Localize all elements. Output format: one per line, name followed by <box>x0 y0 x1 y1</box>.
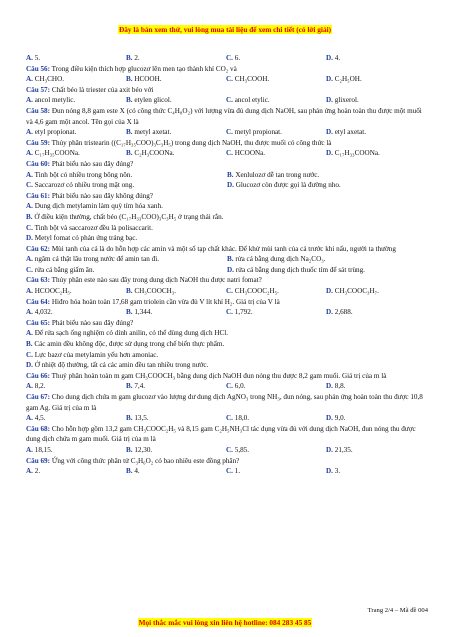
option-c: C. CH₃COOH. <box>226 75 270 84</box>
options-row <box>26 223 428 234</box>
options-row <box>26 233 428 244</box>
options-row <box>26 286 428 297</box>
question-text: Phát biểu nào sau đây đúng? <box>51 318 134 327</box>
question-text: Chất béo là triester của axit béo với <box>51 85 154 94</box>
option-d: D. Metyl fomat có phản ứng tráng bạc. <box>26 234 138 243</box>
question-number: Câu 68: <box>26 424 51 433</box>
question-text: Thuỷ phân hoàn toàn m gam CH₃COOCH₃ bằng dung dịch NaOH đun nóng thu được 8,2 gam muối. Giá trị của m là <box>51 371 387 380</box>
option-d: D. glixerol. <box>326 96 359 105</box>
option-d: D. C₁₇H₃₃COONa. <box>326 149 380 158</box>
question-number: Câu 69: <box>26 456 51 465</box>
option-d: D. Glucozơ còn được gọi là đường nho. <box>227 181 341 190</box>
options-row <box>26 265 428 276</box>
option-c: C. 1. <box>226 467 241 476</box>
option-c: C. 6,0. <box>226 382 246 391</box>
question-text: Đun nóng 8,8 gam este X (có công thức C₄H₈O₂) với lượng vừa đủ dung dịch NaOH, sau phản ứng hoàn toàn thu được một muối và 4,6 gam một ancol. Tên gọi của X là <box>26 106 422 126</box>
option-d: D. 4. <box>326 54 341 62</box>
question-number: Câu 58: <box>26 106 51 115</box>
hotline-text: Mọi thắc mắc vui lòng xin liên hệ hotline: 084 283 45 85 <box>138 618 312 627</box>
option-c: C. 6. <box>226 54 241 62</box>
question <box>26 159 428 170</box>
options-row <box>26 413 428 424</box>
options-row <box>26 466 428 477</box>
option-a: A. 8,2. <box>26 382 46 391</box>
option-c: C. Saccarozơ có nhiều trong mật ong. <box>26 181 135 190</box>
option-a: A. etyl propionat. <box>26 128 77 137</box>
option-d: D. CH₃COOC₃H₇. <box>326 287 379 296</box>
option-a: A. ngâm cá thật lâu trong nước để amin tan đi. <box>26 255 159 264</box>
option-c: C. metyl propionat. <box>226 128 282 137</box>
options-row <box>26 95 428 106</box>
option-c: C. 18,0. <box>226 414 250 423</box>
options-row <box>26 339 428 350</box>
options-row <box>26 381 428 392</box>
options-row <box>26 170 428 181</box>
option-c: C. 5,85. <box>226 445 250 454</box>
option-a: A. 18,15. <box>26 445 53 454</box>
question-text: Mùi tanh của cá là do hỗn hợp các amin và một số tạp chất khác. Để khử mùi tanh của cá trước khi nấu, người ta thường <box>51 244 396 253</box>
question-text: Thủy phân este nào sau đây trong dung dịch NaOH thu được natri fomat? <box>51 276 262 285</box>
option-c: C. ancol etylic. <box>226 96 270 105</box>
question <box>26 191 428 202</box>
option-d: D. etyl axetat. <box>326 128 367 137</box>
options-row <box>26 148 428 159</box>
question-number: Câu 59: <box>26 138 51 147</box>
option-a: A. ancol metylic. <box>26 96 76 105</box>
option-b: B. rửa cá bằng dung dịch Na₂CO₃. <box>227 255 326 264</box>
question <box>26 275 428 286</box>
option-a: A. Để rửa sạch ống nghiệm có dính anilin, có thể dùng dung dịch HCl. <box>26 329 229 338</box>
option-b: B. 1,344. <box>126 308 153 317</box>
question-number: Câu 64: <box>26 297 51 306</box>
page-number: Trang 2/4 – Mã đề 004 <box>367 607 428 614</box>
question <box>26 64 428 75</box>
question-number: Câu 67: <box>26 393 51 401</box>
option-b: B. metyl axetat. <box>126 128 172 137</box>
question <box>26 318 428 329</box>
question-number: Câu 57: <box>26 85 51 94</box>
option-c: C. Lực bazơ của metylamin yếu hơn amoniac. <box>26 350 159 359</box>
option-b: B. 2. <box>126 54 140 62</box>
option-c: C. Tinh bột và saccarozơ đều là polisaccarit. <box>26 223 153 232</box>
option-b: B. 7,4. <box>126 382 146 391</box>
options-row <box>26 445 428 456</box>
option-d: D. rửa cá bằng dung dịch thuốc tím để sát trùng. <box>227 265 365 274</box>
question-text: Cho dung dịch chứa m gam glucozơ vào lượng dư dung dịch AgNO₃ trong NH₃, đun nóng, sau phản ứng hoàn toàn thu được 10,8 gam Ag. Giá trị của m là <box>26 393 423 412</box>
option-b: B. 13,5. <box>126 414 149 423</box>
options-row <box>26 350 428 361</box>
option-a: A. HCOOC₂H₅. <box>26 287 72 296</box>
option-b: B. Ở điều kiện thường, chất béo (C₁₇H₃₃COO)₃C₃H₅ ở trạng thái rắn. <box>26 212 224 221</box>
question <box>26 424 428 445</box>
question <box>26 244 428 255</box>
question-number: Câu 56: <box>26 64 51 73</box>
question <box>26 85 428 96</box>
option-d: D. 3. <box>326 467 341 476</box>
option-b: B. C₂H₃COONa. <box>126 149 175 158</box>
options-row <box>26 212 428 223</box>
option-a: A. C₁₇H₃₅COONa. <box>26 149 80 158</box>
question <box>26 106 428 127</box>
options-row <box>26 180 428 191</box>
options-row <box>26 127 428 138</box>
option-d: D. Ở nhiệt độ thường, tất cả các amin đều tan nhiều trong nước. <box>26 361 209 370</box>
option-a: A. 2. <box>26 467 41 476</box>
hotline-footer <box>0 618 450 627</box>
question <box>26 371 428 382</box>
question <box>26 138 428 149</box>
options-row <box>26 74 428 85</box>
option-a: A. Tinh bột có nhiều trong bông nõn. <box>26 170 133 179</box>
option-b: B. CH₃COOCH₃. <box>126 287 177 296</box>
question-number: Câu 63: <box>26 276 51 285</box>
question-number: Câu 65: <box>26 318 51 327</box>
option-c: C. CH₃COOC₂H₅. <box>226 287 279 296</box>
option-d: D. 9,0. <box>326 414 346 423</box>
question-number: Câu 66: <box>26 371 51 380</box>
option-d: D. C₂H₅OH. <box>326 75 362 84</box>
option-a: A. 4,5. <box>26 414 46 423</box>
option-c: C. rửa cá bằng giấm ăn. <box>26 265 95 274</box>
option-a: A. Dung dịch metylamin làm quỳ tím hóa xanh. <box>26 202 163 211</box>
option-a: A. 4,032. <box>26 308 53 317</box>
option-a: A. CH₃CHO. <box>26 75 65 84</box>
question-text: Cho hỗn hợp gồm 13,2 gam CH₃COOC₂H₅ và 8,15 gam C₂H₅NH₃Cl tác dụng vừa đủ với dung dịch NaOH, đun nóng thu được dung dịch chứa m gam muối. Giá trị của m là <box>26 424 416 444</box>
option-d: D. 21,35. <box>326 445 353 454</box>
question <box>26 456 428 467</box>
question-text: Phát biểu nào sau đây đúng? <box>51 159 134 168</box>
question-number: Câu 62: <box>26 244 51 253</box>
question-text: Thủy phân tristearin ((C₁₇H₃₅COO)₃C₃H₅) trong dung dịch NaOH, thu được muối có công thức là <box>51 138 332 147</box>
options-row <box>26 254 428 265</box>
option-b: B. HCOOH. <box>126 75 162 84</box>
option-b: B. 4. <box>126 467 140 476</box>
preview-banner-text: Đây là bản xem thử, vui lòng mua tài liệu để xem chi tiết (có lời giải) <box>118 25 332 34</box>
option-b: B. Xenlulozơ dễ tan trong nước. <box>227 170 320 179</box>
option-b: B. 12,30. <box>126 445 153 454</box>
question-text: Trong điều kiện thích hợp glucozơ lên men tạo thành khí CO₂ và <box>51 64 237 73</box>
options-row <box>26 307 428 318</box>
question-number: Câu 60: <box>26 159 51 168</box>
option-a: A. 5. <box>26 54 41 62</box>
options-row <box>26 53 428 64</box>
option-d: D. 8,8. <box>326 382 346 391</box>
option-b: B. Các amin đều không độc, được sử dụng trong chế biến thực phẩm. <box>26 340 225 349</box>
options-row <box>26 360 428 371</box>
question-number: Câu 61: <box>26 191 51 200</box>
question-text: Hiđro hóa hoàn toàn 17,68 gam triolein cần vừa đủ V lít khí H₂. Giá trị của V là <box>51 297 280 306</box>
option-b: B. etylen glicol. <box>126 96 172 105</box>
option-d: D. 2,688. <box>326 308 353 317</box>
question-text: Phát biểu nào sau đây không đúng? <box>51 191 153 200</box>
question <box>26 392 428 413</box>
options-row <box>26 201 428 212</box>
questions-list <box>26 53 428 477</box>
question-text: Ứng với công thức phân tử C₃H₆O₂ có bao nhiêu este đồng phân? <box>51 456 240 465</box>
options-row <box>26 328 428 339</box>
preview-banner <box>0 25 450 34</box>
option-c: C. HCOONa. <box>226 149 266 158</box>
option-c: C. 1,792. <box>226 308 253 317</box>
question <box>26 297 428 308</box>
